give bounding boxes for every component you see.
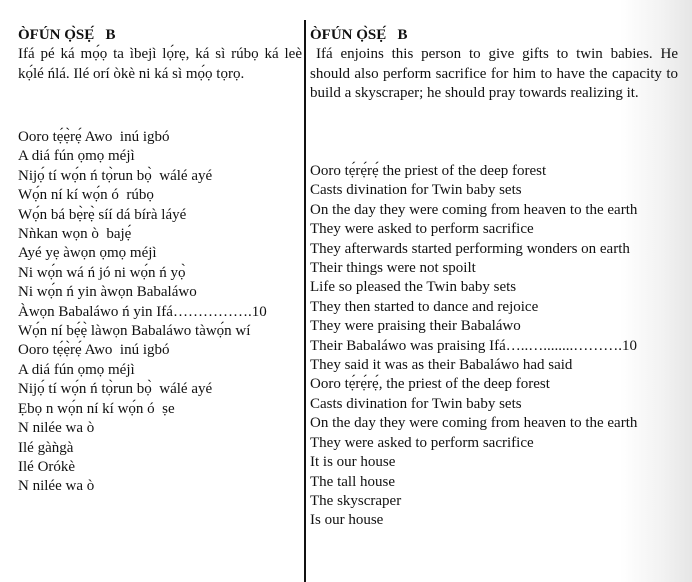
verse-line: Àwọn Babaláwo ń yin Ifá…………….10 [18, 303, 267, 320]
verse-line: Ẹbọ n wọ́n ní kí wọ́n ó ṣe [18, 400, 175, 417]
verse-line: The tall house [310, 473, 395, 490]
summary-yoruba: Ifá pé ká mọ́ọ ta ìbejì lọ́rẹ, ká sì rúbọ ká leè kọ́lé ńlá. Ilé orí òkè ni ká sì mọ́ọ tọrọ. [18, 46, 302, 82]
verse-line: It is our house [310, 454, 396, 471]
verse-line: The skyscraper [310, 492, 402, 509]
yoruba-column [18, 26, 302, 84]
verse-line: Ooro tẹ́ẹ̀rẹ́ Awo inú igbó [18, 129, 170, 145]
verse-line: They said it was as their Babaláwo had said [310, 357, 573, 374]
verse-line: They afterwards started performing wonders on earth [310, 240, 630, 257]
verse-line: Ooro tẹ́rẹ́rẹ́ the priest of the deep forest [310, 163, 547, 179]
verse-line: On the day they were coming from heaven to the earth [310, 201, 638, 218]
verse-line: They then started to dance and rejoice [310, 298, 539, 315]
verse-line: Wọ́n bá bẹ̀rẹ̀ síí dá bírà láyé [18, 206, 187, 223]
verse-list-yoruba [18, 128, 267, 497]
verse-line: Ooro tẹ́ẹ̀rẹ́ Awo inú igbó [18, 342, 170, 359]
verse-line: A diá fún ọmọ méjì [18, 148, 135, 165]
verse-line: A diá fún ọmọ méjì [18, 361, 135, 378]
odu-heading-english: ÒFÚN Ọ̀SẸ́ B [310, 27, 408, 43]
verse-line: Nijọ́ tí wọ́n ń tọ̀run bọ̀ wálé ayé [18, 167, 213, 184]
verse-line: Their things were not spoilt [310, 260, 476, 277]
verse-line: Ayé yẹ àwọn ọmọ méjì [18, 245, 157, 262]
verse-line: Nijọ́ tí wọ́n ń tọ̀run bọ̀ wálé ayé [18, 381, 213, 398]
summary-english: Ifá enjoins this person to give gifts to twin babies. He should also perform sacrifice for him to have the capacity to build a skyscraper; he should pray towards realizing it. [310, 46, 678, 102]
verse-line: Ooro tẹ́rẹ́rẹ́, the priest of the deep forest [310, 376, 550, 393]
verse-line: Wọ́n ní kí wọ́n ó rúbọ [18, 187, 154, 204]
verse-line: They were asked to perform sacrifice [310, 221, 534, 238]
verse-line: Ni wọ́n wá ń jó ni wọ́n ń yọ̀ [18, 264, 186, 281]
verse-line: Is our house [310, 512, 384, 529]
verse-list-english [310, 162, 637, 531]
verse-line: Ilé gàǹgà [18, 439, 74, 456]
column-divider [304, 20, 306, 582]
verse-line: On the day they were coming from heaven to the earth [310, 415, 638, 432]
verse-line: They were asked to perform sacrifice [310, 434, 534, 451]
verse-line: N nilée wa ò [18, 478, 95, 495]
verse-line: N nilée wa ò [18, 420, 95, 437]
verse-line: Ni wọ́n ń yin àwọn Babaláwo [18, 284, 197, 301]
verse-line: Casts divination for Twin baby sets [310, 395, 522, 412]
verse-line: Casts divination for Twin baby sets [310, 182, 522, 199]
odu-heading-yoruba: ÒFÚN Ọ̀SẸ́ B [18, 27, 116, 43]
english-column [310, 26, 678, 104]
verse-line: Wọ́n ní bẹ́ẹ̀ làwọn Babaláwo tàwọ́n wí [18, 323, 251, 340]
verse-line: They were praising their Babaláwo [310, 318, 521, 335]
verse-line: Ilé Orókè [18, 458, 76, 475]
verse-line: Life so pleased the Twin baby sets [310, 279, 517, 296]
verse-line: Nǹkan wọn ò bajẹ́ [18, 226, 132, 243]
verse-line: Their Babaláwo was praising Ifá…..…........……….10 [310, 337, 638, 354]
